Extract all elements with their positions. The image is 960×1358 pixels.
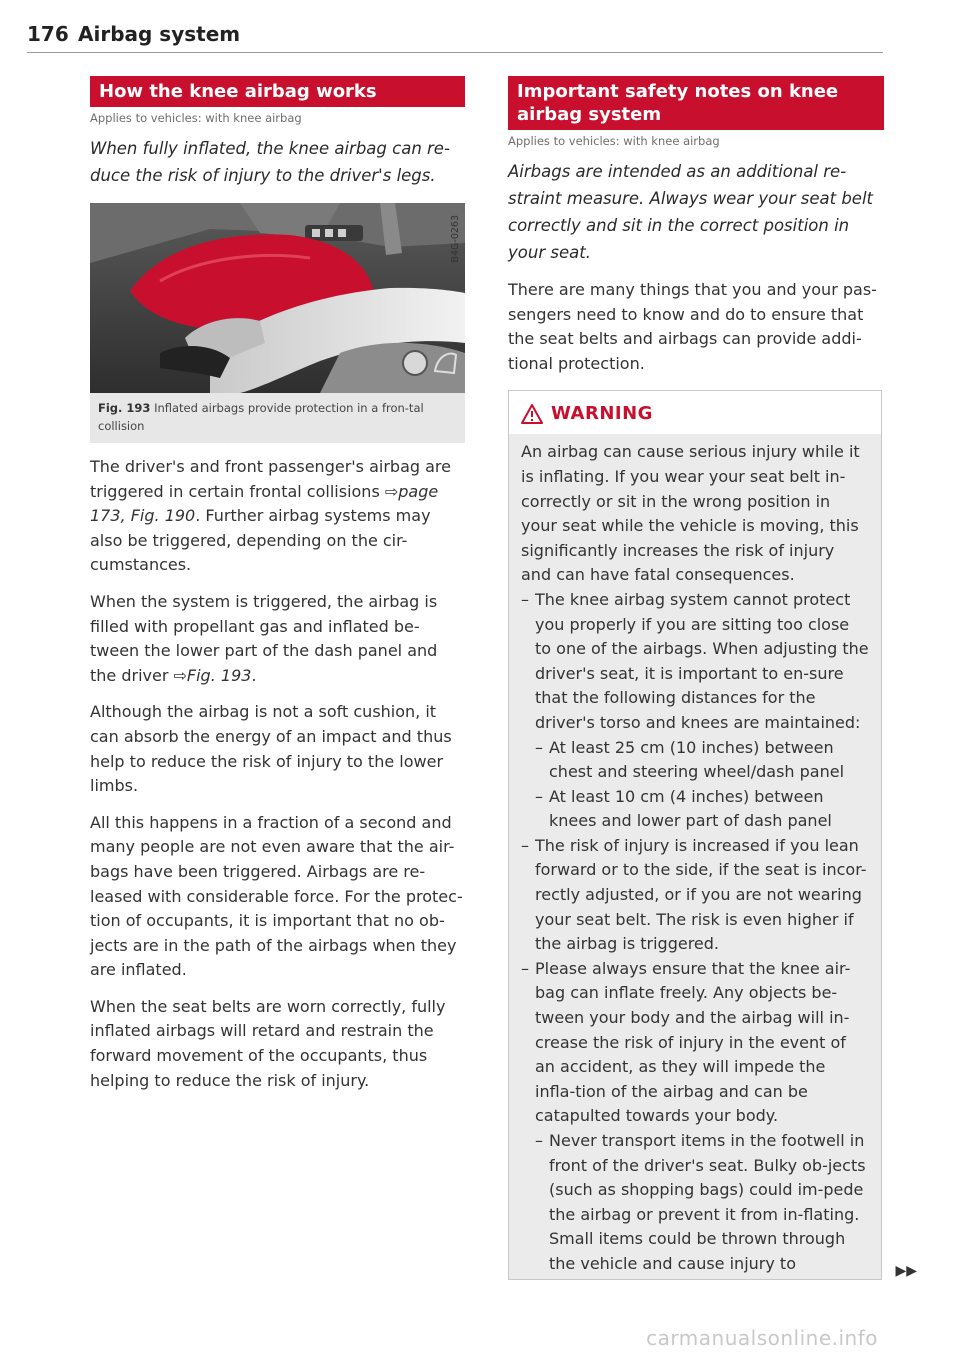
paragraph-2 (90, 590, 465, 688)
warning-intro: An airbag can cause serious injury while it is inflating. If you wear your seat belt in-correctly or sit in the wrong position in your seat while the vehicle is moving, this significantly increases the risk of injury and can have fatal consequences. (521, 442, 860, 585)
section-title: Airbag system (78, 22, 241, 46)
page-reference-link[interactable]: ⇨page 173, Fig. 190 (90, 481, 439, 526)
warning-subitem (521, 1129, 869, 1277)
dash-bullet: – (535, 1131, 543, 1150)
warning-subitem (521, 785, 869, 834)
dash-bullet: – (535, 737, 543, 757)
applies-note: Applies to vehicles: with knee airbag (90, 111, 302, 125)
paragraph-2-text-b: . (251, 665, 257, 685)
figure-caption (90, 393, 465, 443)
warning-box (508, 390, 917, 1279)
intro-text: Airbags are intended as an additional re-straint measure. Always wear your seat belt correctly and sit in the correct position in your seat. (508, 162, 873, 262)
warning-item (521, 957, 869, 1129)
page-number: 176 (27, 22, 69, 46)
paragraph-4: All this happens in a fraction of a second and many people are not even aware that the air-bags have been triggered. Airbags are re-leased with considerable force. For the protec-tion of occupants, it is important that no ob-jects are in the path of the airbags when they are inflated. (90, 812, 463, 980)
warning-item (521, 588, 869, 736)
caption-label: Fig. 193 (98, 401, 151, 415)
warning-header (509, 391, 881, 434)
section-heading-safety-notes: Important safety notes on knee airbag system (508, 76, 884, 130)
warning-label: WARNING (551, 403, 653, 425)
paragraph-3: Although the airbag is not a soft cushion, it can absorb the energy of an impact and thus help to reduce the risk of injury to the lower limbs. (90, 702, 452, 796)
paragraph-1 (90, 455, 465, 578)
dash-bullet: – (521, 958, 529, 978)
left-column (90, 76, 465, 1093)
warning-subitem (521, 736, 869, 785)
knee-airbag-illustration (90, 203, 465, 393)
dash-bullet: – (521, 589, 529, 609)
figure-code: B4G-0263 (450, 215, 461, 263)
warning-body (509, 434, 881, 1278)
warning-triangle-icon (521, 404, 543, 424)
paragraph-2-text-a: When the system is triggered, the airbag is filled with propellant gas and inflated be-tween the lower part of the dash panel and the driver (90, 591, 438, 685)
warning-item-text: Please always ensure that the knee air-bag can inflate freely. Any objects be-tween your body and the airbag will in-crease the risk of injury in the event of an accident, as they will impede the infla-tion of the airbag and can be catapulted towards your body. (535, 958, 851, 1126)
warning-subitem-text: At least 25 cm (10 inches) between chest and steering wheel/dash panel (549, 737, 845, 782)
warning-subitem-text: Never transport items in the footwell in front of the driver's seat. Bulky ob-jects (such as shopping bags) could im-pede the airbag or prevent it from in-flating. Small items could be thrown through the vehicle and cause injury to (549, 1131, 866, 1273)
paragraph-1: There are many things that you and your pas-sengers need to know and do to ensure that the seat belts and airbags can provide addi-tional protection. (508, 280, 877, 373)
dash-bullet: – (521, 835, 529, 855)
paragraph-1-text-b: . Further airbag systems may also be triggered, depending on the cir-cumstances. (90, 506, 431, 575)
paragraph-1-text-a: The driver's and front passenger's airbag are triggered in certain frontal collisions (90, 457, 451, 501)
warning-item (521, 834, 869, 957)
warning-subitem-text: At least 10 cm (4 inches) between knees and lower part of dash panel (549, 786, 832, 831)
warning-item-text: The knee airbag system cannot protect you properly if you are sitting too close to one of the airbags. When adjusting the driver's seat, it is important to en-sure that the following distances for the driver's torso and knees are maintained: (535, 589, 869, 732)
figure-reference-link[interactable]: ⇨Fig. 193 (173, 665, 252, 685)
page-header (27, 22, 883, 53)
watermark: carmanualsonline.info (646, 1326, 878, 1350)
continue-arrow-icon: ▶▶ (895, 1262, 917, 1279)
paragraph-5: When the seat belts are worn correctly, fully inflated airbags will retard and restrain the forward movement of the occupants, thus helping to reduce the risk of injury. (90, 996, 446, 1090)
right-column (508, 76, 917, 1280)
intro-text: When fully inflated, the knee airbag can re-duce the risk of injury to the driver's legs. (90, 139, 450, 185)
knee-airbag-figure (90, 203, 465, 393)
warning-item-text: The risk of injury is increased if you lean forward or to the side, if the seat is incor-rectly adjusted, or if you are not wearing your seat belt. The risk is even higher if the airbag is triggered. (535, 835, 867, 954)
applies-note: Applies to vehicles: with knee airbag (508, 134, 720, 148)
dash-bullet: – (535, 786, 543, 806)
section-heading-knee-airbag-works: How the knee airbag works (90, 76, 465, 107)
caption-text: Inflated airbags provide protection in a fron-tal collision (98, 401, 424, 433)
